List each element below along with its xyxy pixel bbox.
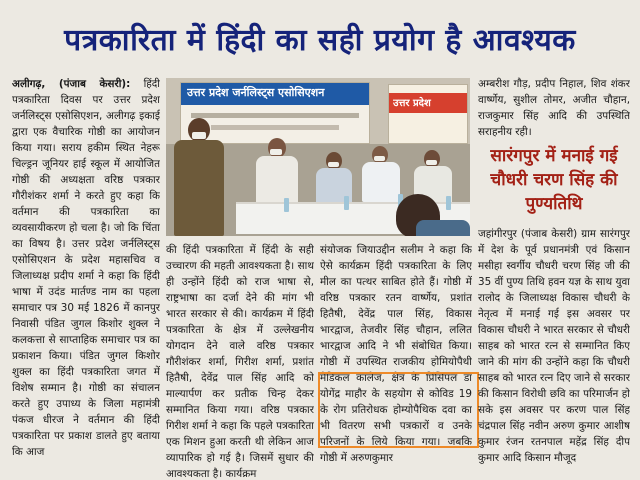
photo-banner-main-text: उत्तर प्रदेश जर्नलिस्ट्स एसोसिएशन: [187, 86, 325, 99]
article-column-2: [166, 242, 314, 480]
article-text-col4: अम्बरीश गौड़, प्रदीप निहाल, शिव शंकर वार्ष्णेय, सुशील तोमर, अजीत चौहान, राजकुमार सिंह आदि की उपस्थिति सराहनीय रही।: [478, 78, 630, 138]
page-headline: पत्रकारिता में हिंदी का सही प्रयोग है आवश्यक: [64, 22, 576, 58]
sidebar-story-headline: सारंगपुर में मनाई गई चौधरी चरण सिंह की पुण्यतिथि: [490, 146, 618, 214]
water-bottle: [284, 198, 289, 212]
article-text-col3: संयोजक जियाउद्दीन सलीम ने कहा कि ऐसे कार्यक्रम हिंदी पत्रकारिता के लिए मील का पत्थर साबित होते हैं। गोष्ठी में वरिष्ठ पत्रकार रतन वार्ष्णेय, प्रशांत हितैषी, देवेंद्र पाल सिंह, विकास भारद्वाज, तेजवीर सिंह चौहान, ललित भारद्वाज आदि ने भी संबोधित किया। गोष्ठी में उपस्थित राजकीय होमियोपैथी मेडिकल कॉलेज, क्षेत्र के प्रिंसिपल डॉ योगेंद्र माहौर के सहयोग से कोविड 19 के रोग प्रतिरोधक होम्योपैथिक दवा का भी वितरण सभी पत्रकारों व उनके परिजनों के लिये किया गया। जबकि गोष्ठी में अरुणकुमार: [320, 244, 472, 464]
photo-banner-right-text: उत्तर प्रदेश: [393, 98, 431, 109]
water-bottle: [446, 196, 451, 210]
article-dateline: अलीगढ़, (पंजाब केसरी):: [12, 78, 131, 90]
headline-banner: [10, 4, 630, 72]
article-column-4: [478, 76, 630, 476]
photo-banner-right: [388, 84, 468, 144]
article-text-col1: हिंदी पत्रकारिता दिवस पर उत्तर प्रदेश जर्नलिस्ट्स एसोसिएशन, अलीगढ़ इकाई द्वारा एक वैचारिक गोष्ठी का आयोजन किया गया। सराय हकीम स्थित नेहरू चिल्ड्रन जूनियर हाई स्कूल में आयोजित गोष्ठी की अध्यक्षता वरिष्ठ पत्रकार गौरीशंकर शर्मा ने करते हुए कहा कि वर्तमान की पत्रकारिता का व्यवसायीकरण हो चला है। जो कि चिंता का विषय है। उत्तर प्रदेश जर्नलिस्ट्स एसोसिएशन के प्रदेश महासचिव व जिलाध्यक्ष प्रदीप शर्मा ने कहा कि हिंदी भाषा में उदंड मार्तण्ड नाम का पहला समाचार पत्र 30 मई 1826 में कानपुर निवासी पंडित जुगल किशोर शुक्ल ने कलकत्ता से साप्ताहिक समाचार पत्र का प्रकाशन किया। पंडित जुगल किशोर शुक्ल का हिंदी पत्रकारिता जगत में विशेष सम्मान है। गोष्ठी का संचालन करते हुए उपाध्य के जिला महामंत्री पंकज धीरज ने वर्तमान की हिंदी पत्रकारिता पर प्रकाश डालते हुए बताया कि आज: [12, 78, 160, 458]
article-column-3: [320, 242, 472, 480]
sidebar-story-text: जहांगीरपुर (पंजाब केसरी) ग्राम सारंगपुर में देश के पूर्व प्रधानमंत्री एवं किसान मसीहा स्वर्गीय चौधरी चरण सिंह जी की 35 वीं पुण्य तिथि हवन यज्ञ के साथ युवा रालोद के जिलाध्यक्ष विकास चौधरी के नेतृत्व में मनाई गई इस अवसर पर विकास चौधरी ने भारत सरकार से चौधरी साहब को भारत रत्न से सम्मानित किए जाने की मांग की उन्होंने कहा कि चौधरी साहब को भारत रत्न दिए जाने से सरकार की किसान विरोधी छवि का परिमार्जन हो सके इस अवसर पर करण पाल सिंह चंद्रपाल सिंह नवीन अरुण कुमार आशीष कुमार रंजन रतनपाल महेंद्र सिंह दीप कुमार आदि किसान मौजूद: [478, 228, 630, 464]
article-column-1: [12, 76, 160, 476]
event-photo: [166, 78, 470, 236]
water-bottle: [344, 196, 349, 210]
article-text-col2: की हिंदी पत्रकारिता में हिंदी के सही उच्चारण की महती आवश्यकता है। साथ ही उन्होंने हिंदी को राज भाषा से, राष्ट्रभाषा का दर्जा देने की मांग भी भारत सरकार से की। कार्यक्रम में हिंदी पत्रकारिता के क्षेत्र में उल्लेखनीय योगदान देने वाले वरिष्ठ पत्रकार गौरीशंकर शर्मा, गिरीश शर्मा, प्रशांत हितैषी, देवेंद्र पाल सिंह आदि को माल्यार्पण कर प्रतीक चिन्ह देकर सम्मानित किया गया। वरिष्ठ पत्रकार गिरीश शर्मा ने कहा कि पहले पत्रकारिता एक मिशन हुआ करती थी लेकिन आज व्यापारिक हो गई है। जिसमें सुधार की आवश्यकता है। कार्यक्रम: [166, 244, 314, 480]
